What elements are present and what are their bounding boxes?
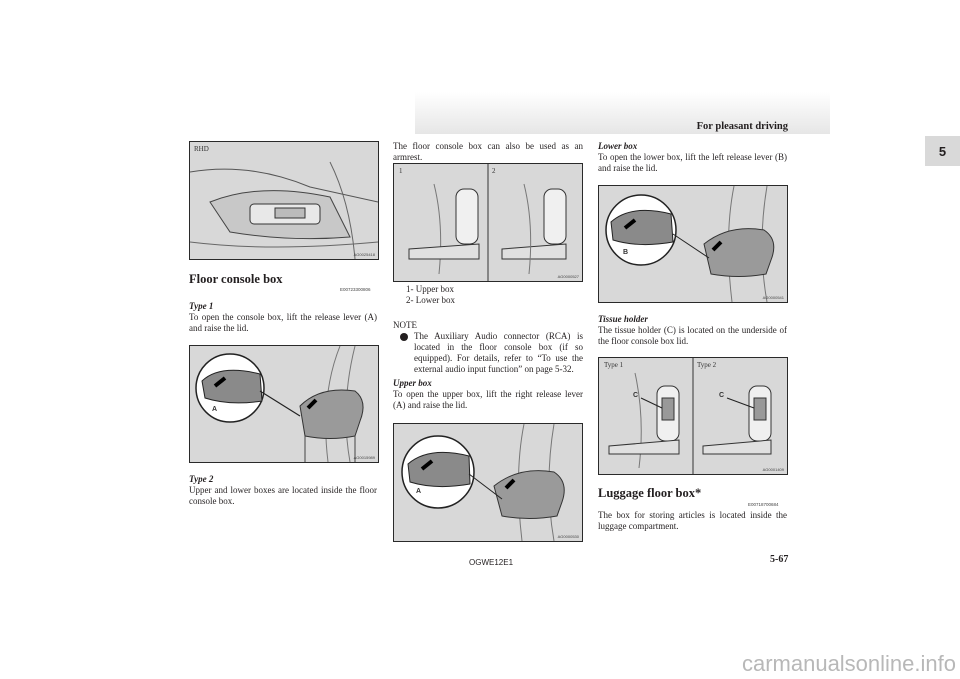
figure-console-lever-a <box>189 345 379 463</box>
section-title-luggage-floor-box: Luggage floor box* <box>598 486 702 500</box>
label-type1: Type 1 <box>604 361 624 369</box>
label-b: B <box>623 249 629 256</box>
section-code: E00723300806 <box>340 287 371 292</box>
armrest-illustration <box>599 186 787 302</box>
figure-lower-box-lever <box>598 185 788 303</box>
paragraph-tissue-holder: The tissue holder (C) is located on the underside of the floor console box lid. <box>598 325 787 346</box>
figure-tissue-holder <box>598 357 788 475</box>
figure-code: AG0000541 <box>762 295 784 300</box>
figure-code: AG0001409 <box>762 467 784 472</box>
label-2: 2 <box>492 167 496 175</box>
label-a: A <box>212 406 218 413</box>
label-type2: Type 2 <box>697 361 717 369</box>
heading-lower-box: Lower box <box>598 141 638 151</box>
label-c: C <box>633 392 639 399</box>
tissue-illustration <box>599 358 787 474</box>
figure-rhd-console <box>189 141 379 260</box>
footer-code: OGWE12E1 <box>469 558 514 567</box>
heading-type2: Type 2 <box>189 474 214 484</box>
chapter-tab: 5 <box>925 136 960 166</box>
section-code: E00718700684 <box>748 502 779 507</box>
list-item: 2- Lower box <box>406 295 455 305</box>
paragraph-upper-box: To open the upper box, lift the right release lever (A) and raise the lid. <box>393 389 583 410</box>
heading-upper-box: Upper box <box>393 378 432 388</box>
heading-type1: Type 1 <box>189 301 214 311</box>
armrest-illustration <box>394 424 582 541</box>
figure-code: AG0000530 <box>557 534 579 539</box>
armrest-illustration <box>190 346 378 462</box>
figure-upper-box-lever <box>393 423 583 542</box>
note-bullet-icon <box>400 333 408 341</box>
paragraph-lower-box: To open the lower box, lift the left release lever (B) and raise the lid. <box>598 152 787 173</box>
paragraph-luggage-floor-box: The box for storing articles is located inside the luggage compartment. <box>598 510 787 531</box>
note-label: NOTE <box>393 320 417 330</box>
figure-label: RHD <box>194 145 209 153</box>
figure-code: AG0015989 <box>353 455 375 460</box>
label-1: 1 <box>399 167 403 175</box>
paragraph-type1: To open the console box, lift the release lever (A) and raise the lid. <box>189 312 377 333</box>
watermark: carmanualsonline.info <box>741 651 956 676</box>
header-title: For pleasant driving <box>696 121 788 132</box>
figure-upper-lower-box <box>393 163 583 282</box>
figure-code: AG0025418 <box>353 252 375 257</box>
figure-code: AG0000527 <box>557 274 579 279</box>
paragraph-type2: Upper and lower boxes are located inside the floor console box. <box>189 485 377 506</box>
label-a: A <box>416 488 422 495</box>
boxes-illustration <box>394 164 582 281</box>
section-title-floor-console: Floor console box <box>189 272 283 286</box>
paragraph-armrest: The floor console box can also be used as an armrest. <box>393 141 583 162</box>
console-illustration <box>190 142 378 259</box>
heading-tissue-holder: Tissue holder <box>598 314 648 324</box>
note-text: The Auxiliary Audio connector (RCA) is located in the floor console box (if so equipped). For details, refer to “To use the external audio input function” on page 5-32. <box>414 331 583 374</box>
list-item: 1- Upper box <box>406 284 454 294</box>
page-number: 5-67 <box>770 554 789 565</box>
label-c: C <box>719 392 725 399</box>
